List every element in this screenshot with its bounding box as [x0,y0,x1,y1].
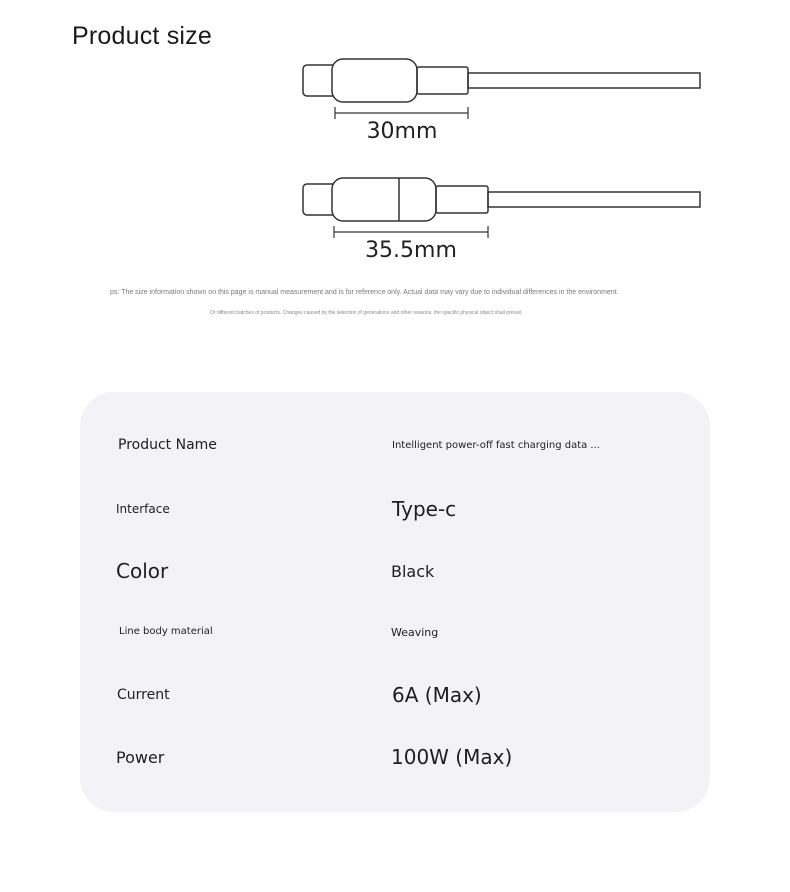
spec-label-line-body-material: Line body material [119,626,213,637]
connector-2-cable [488,192,700,207]
connector-1-body [332,59,417,102]
spec-label-power: Power [116,748,165,767]
connector-2-dimension-label: 35.5mm [365,238,457,263]
spec-table-card [80,392,710,812]
connector-1-dimension-label: 30mm [366,119,438,144]
cable-dimension-diagram [0,0,790,290]
disclaimer-line-2: Or different batches of products. Changes caused by the selection of generations and other reasons, the specific physical object shall prevail. [210,310,523,316]
spec-label-product-name: Product Name [118,437,217,453]
connector-1-cable [468,73,700,88]
connector-2-drawing [303,178,700,221]
spec-value-interface: Type-c [392,497,457,521]
page-title: Product size [72,22,212,50]
spec-label-interface: Interface [116,502,170,516]
spec-value-current: 6A (Max) [392,683,482,707]
spec-value-power: 100W (Max) [391,745,513,769]
connector-1-dimension-line [335,107,468,119]
connector-2-strain-relief [436,186,488,213]
spec-value-color: Black [391,562,435,581]
connector-2-dimension-line [334,226,488,238]
connector-2-body [332,178,436,221]
spec-value-line-body-material: Weaving [391,626,439,639]
spec-label-color: Color [116,559,169,583]
connector-1-drawing [303,59,700,102]
connector-1-strain-relief [417,67,468,94]
spec-value-product-name: Intelligent power-off fast charging data ... [392,440,600,451]
disclaimer-line-1: ps: The size information shown on this page is manual measurement and is for reference only. Actual data may vary due to individual differences in the environment. [110,289,619,296]
spec-label-current: Current [117,687,170,703]
